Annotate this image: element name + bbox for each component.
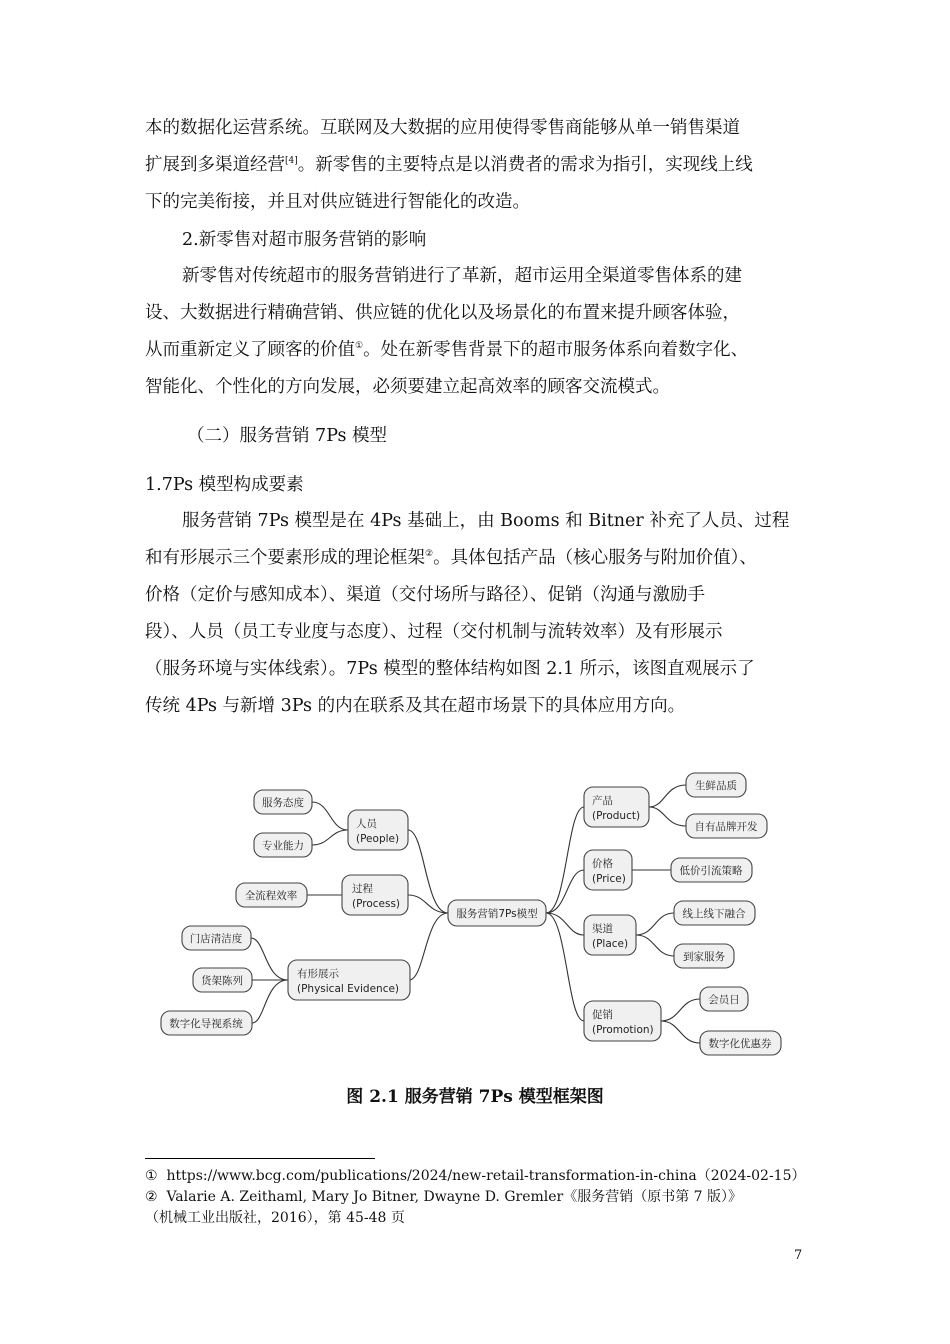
link-promotion-coupon (661, 1021, 700, 1043)
node-product-label: 产品 (592, 795, 613, 807)
node-label: 生鲜品质 (695, 780, 737, 792)
node-digital-signage (161, 1011, 252, 1035)
node-digital-coupon (700, 1031, 781, 1055)
text-line: 智能化、个性化的方向发展，必须要建立起高效率的顾客交流模式。 (145, 377, 670, 397)
node-evidence-label: 有形展示 (297, 968, 339, 980)
node-full-process-efficiency (236, 883, 307, 907)
footnote-2 (145, 1187, 825, 1208)
footnote-mark: ② (145, 1189, 158, 1205)
link-people-skill (312, 830, 348, 845)
text-line: 和有形展示三个要素形成的理论框架 (145, 548, 425, 568)
footnote-2-cont: （机械工业出版社，2016），第 45-48 页 (145, 1210, 405, 1226)
node-place-sublabel: (Place) (592, 938, 629, 950)
node-home-delivery (674, 944, 734, 968)
7ps-mindmap-figure (155, 765, 795, 1065)
text-line: 传统 4Ps 与新增 3Ps 的内在联系及其在超市场景下的具体应用方向。 (145, 696, 686, 716)
citation-ref: [4] (285, 156, 298, 167)
footnote-ref[interactable]: ① (355, 341, 364, 352)
subheading-7ps-elements: 1.7Ps 模型构成要素 (145, 475, 304, 495)
node-service-attitude (254, 790, 312, 814)
link-promotion-member (661, 999, 700, 1021)
section-title-7ps: （二）服务营销 7Ps 模型 (187, 426, 388, 446)
node-omnichannel (674, 901, 755, 925)
link-center-evidence (409, 913, 448, 980)
footnotes (145, 1166, 825, 1229)
node-label: 数字化导视系统 (169, 1018, 243, 1030)
node-product (584, 787, 649, 827)
node-people-label: 人员 (356, 818, 377, 830)
text-line: 扩展到多渠道经营 (145, 155, 285, 175)
paragraph-7ps (145, 503, 813, 725)
footnote-text: Valarie A. Zeithaml, Mary Jo Bitner, Dwayne D. Gremler《服务营销（原书第 7 版）》 (166, 1189, 743, 1205)
node-people (348, 810, 408, 850)
node-label: 专业能力 (262, 840, 304, 852)
text-line: 新零售对传统超市的服务营销进行了革新，超市运用全渠道零售体系的建 (182, 266, 742, 286)
link-place-omni (636, 913, 674, 935)
node-process-sublabel: (Process) (352, 898, 401, 910)
text-line: 本的数据化运营系统。互联网及大数据的应用使得零售商能够从单一销售渠道 (145, 118, 740, 138)
footnote-mark: ① (145, 1168, 158, 1184)
node-center (448, 900, 546, 926)
text-line: 段）、人员（员工专业度与态度）、过程（交付机制与流转效率）及有形展示 (145, 622, 723, 642)
footnote-url[interactable]: https://www.bcg.com/publications/2024/new-retail-transformation-in-china（2024-02-15） (166, 1168, 806, 1184)
link-center-price (546, 870, 584, 913)
link-place-delivery (636, 935, 674, 956)
footnote-1 (145, 1166, 825, 1187)
node-product-sublabel: (Product) (592, 810, 641, 822)
node-label: 到家服务 (683, 951, 725, 963)
node-price-label: 价格 (592, 858, 613, 870)
node-process (342, 875, 408, 915)
node-physical-evidence (288, 960, 410, 1000)
link-people-attitude (312, 802, 348, 830)
node-label: 线上线下融合 (682, 908, 746, 920)
node-label: 会员日 (708, 994, 740, 1006)
link-evidence-clean (251, 938, 288, 980)
page-number: 7 (794, 1248, 803, 1263)
text-line: 。具体包括产品（核心服务与附加价值）、 (433, 548, 757, 568)
node-process-label: 过程 (352, 883, 373, 895)
paragraph-impact (145, 258, 813, 406)
text-line: 价格（定价与感知成本）、渠道（交付场所与路径）、促销（沟通与激励手 (145, 585, 705, 605)
text-line: 。处在新零售背景下的超市服务体系向着数字化、 (363, 340, 749, 360)
text-line: （服务环境与实体线索）。7Ps 模型的整体结构如图 2.1 所示，该图直观展示了 (145, 659, 755, 679)
node-low-price-strategy (671, 858, 752, 882)
text-line: 设、大数据进行精确营销、供应链的优化以及场景化的布置来提升顾客体验， (145, 303, 740, 323)
node-evidence-sublabel: (Physical Evidence) (297, 983, 400, 995)
footnote-ref[interactable]: ② (425, 549, 434, 560)
node-place-label: 渠道 (592, 923, 613, 935)
footnote-divider (145, 1158, 375, 1159)
node-store-cleanliness (182, 926, 251, 950)
node-label: 货架陈列 (201, 975, 243, 987)
text-line: 下的完美衔接，并且对供应链进行智能化的改造。 (145, 192, 530, 212)
node-price-sublabel: (Price) (592, 873, 626, 885)
node-label: 数字化优惠券 (708, 1038, 772, 1050)
link-center-promotion (546, 913, 584, 1021)
node-label: 低价引流策略 (679, 865, 743, 877)
node-member-day (700, 987, 748, 1011)
node-promotion (584, 1001, 661, 1041)
link-product-fresh (649, 785, 686, 807)
node-label: 全流程效率 (244, 890, 298, 902)
text-line: 从而重新定义了顾客的价值 (145, 340, 355, 360)
figure-caption: 图 2.1 服务营销 7Ps 模型框架图 (346, 1087, 604, 1107)
link-center-people (408, 830, 448, 913)
node-label: 门店清洁度 (189, 933, 243, 945)
link-product-brand (649, 807, 686, 826)
node-fresh-quality (686, 773, 746, 797)
node-center-label: 服务营销7Ps模型 (456, 908, 538, 920)
node-price (584, 850, 632, 890)
node-shelf-display (193, 968, 252, 992)
node-promotion-label: 促销 (592, 1009, 613, 1021)
paragraph-new-retail (145, 110, 813, 221)
link-evidence-signage (252, 980, 288, 1023)
node-professional-skill (254, 833, 312, 857)
subheading-impact: 2.新零售对超市服务营销的影响 (182, 230, 427, 250)
text-line: 。新零售的主要特点是以消费者的需求为指引，实现线上线 (297, 155, 753, 175)
link-center-product (546, 807, 584, 913)
node-promotion-sublabel: (Promotion) (592, 1024, 654, 1036)
node-label: 服务态度 (262, 797, 304, 809)
node-private-brand (686, 814, 767, 838)
text-line: 服务营销 7Ps 模型是在 4Ps 基础上，由 Booms 和 Bitner 补充了人员、过程 (182, 511, 790, 531)
node-people-sublabel: (People) (356, 833, 400, 845)
node-place (584, 915, 636, 955)
node-label: 自有品牌开发 (694, 821, 758, 833)
